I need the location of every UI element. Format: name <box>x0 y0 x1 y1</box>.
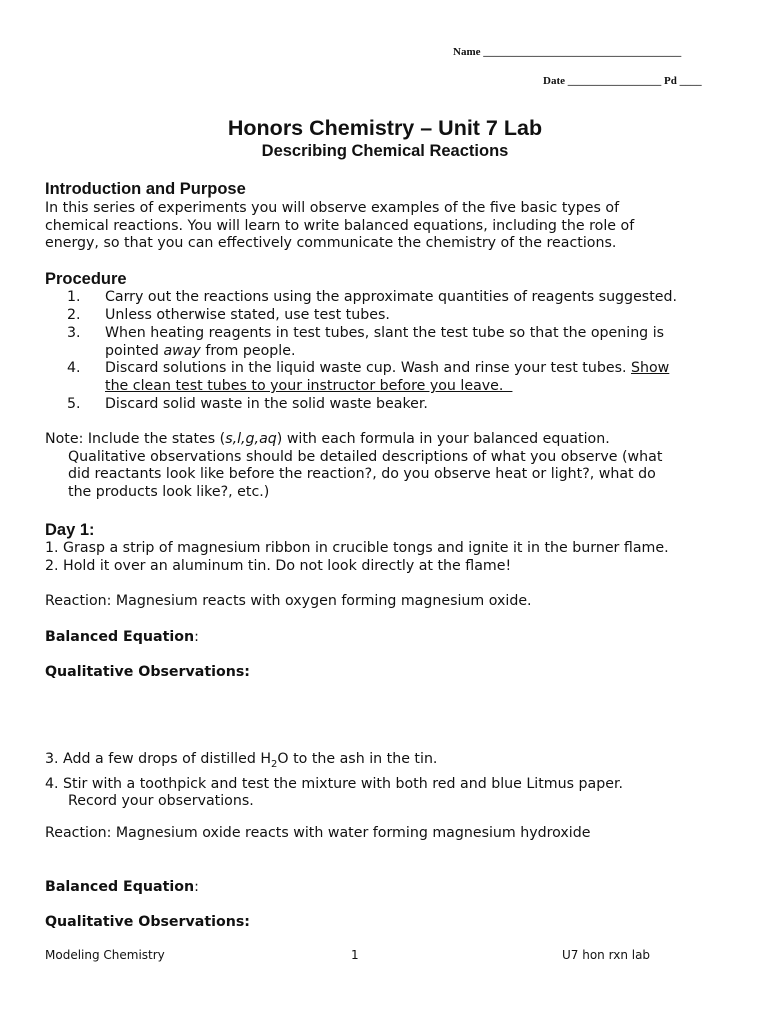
intro-line: In this series of experiments you will observe examples of the five basic types of <box>45 200 620 216</box>
note-line: Qualitative observations should be detailed descriptions of what you observe (what <box>68 448 663 465</box>
page-subtitle: Describing Chemical Reactions <box>261 142 509 160</box>
day1-steps-continued <box>45 751 623 811</box>
footer-right: U7 hon rxn lab <box>562 948 651 962</box>
date-period-field-label: Date _________________ Pd ____ <box>543 75 702 87</box>
balanced-equation-label <box>45 879 199 895</box>
procedure-step: Unless otherwise stated, use test tubes. <box>105 307 390 323</box>
list-number: 2. <box>67 307 81 323</box>
qualitative-observations-label: Qualitative Observations: <box>45 664 250 680</box>
day1-steps <box>45 540 669 575</box>
intro-heading: Introduction and Purpose <box>45 180 246 198</box>
day1-step: 4. Stir with a toothpick and test the mixture with both red and blue Litmus paper. <box>45 775 623 792</box>
emphasis: s,l,g,aq <box>225 431 277 447</box>
text-fragment: 3. Add a few drops of distilled H <box>45 751 272 767</box>
note-paragraph <box>45 431 662 502</box>
label-text: Balanced Equation <box>45 629 195 645</box>
procedure-step <box>105 360 669 378</box>
qualitative-observations-label: Qualitative Observations: <box>45 914 250 930</box>
day1-step: 2. Hold it over an aluminum tin. Do not look directly at the flame! <box>45 557 512 574</box>
label-text: Balanced Equation <box>45 879 195 895</box>
underlined-text: Show <box>631 360 670 376</box>
balanced-equation-label <box>45 629 199 645</box>
colon: : <box>194 629 199 645</box>
page-title: Honors Chemistry – Unit 7 Lab <box>227 116 543 140</box>
reaction-statement: Reaction: Magnesium reacts with oxygen forming magnesium oxide. <box>45 593 532 609</box>
footer-left: Modeling Chemistry <box>45 948 165 962</box>
list-number: 5. <box>67 396 81 412</box>
text-fragment: Note: Include the states ( <box>45 431 226 447</box>
procedure-heading: Procedure <box>45 270 127 288</box>
day1-step-continued: Record your observations. <box>68 793 254 810</box>
day1-step: 1. Grasp a strip of magnesium ribbon in crucible tongs and ignite it in the burner flame. <box>45 540 669 556</box>
text-fragment: Discard solutions in the liquid waste cup. Wash and rinse your test tubes. <box>105 360 631 376</box>
list-number: 4. <box>67 360 81 376</box>
note-line: the products look like?, etc.) <box>68 484 270 501</box>
subscript: 2 <box>271 758 278 770</box>
list-number: 3. <box>67 325 81 341</box>
text-fragment: O to the ash in the tin. <box>277 751 438 767</box>
intro-line: energy, so that you can effectively communicate the chemistry of the reactions. <box>45 235 617 252</box>
note-line: did reactants look like before the reaction?, do you observe heat or light?, what do <box>68 466 656 483</box>
intro-paragraph <box>45 200 634 253</box>
procedure-step-continued <box>105 343 295 361</box>
intro-line: chemical reactions. You will learn to write balanced equations, including the role of <box>45 217 635 234</box>
text-fragment: ) with each formula in your balanced equation. <box>276 431 610 447</box>
procedure-list <box>0 289 770 419</box>
colon: : <box>194 879 199 895</box>
procedure-step: When heating reagents in test tubes, slant the test tube so that the opening is <box>105 325 665 341</box>
page-number: 1 <box>351 948 359 962</box>
list-number: 1. <box>67 289 81 305</box>
underlined-text: the clean test tubes to your instructor before you leave. <box>105 378 513 394</box>
text-fragment: from people. <box>200 343 296 359</box>
reaction-statement: Reaction: Magnesium oxide reacts with water forming magnesium hydroxide <box>45 825 591 841</box>
emphasis: away <box>163 343 201 359</box>
day1-heading: Day 1: <box>45 521 95 539</box>
procedure-step: Discard solid waste in the solid waste beaker. <box>105 396 428 412</box>
note-first-line <box>45 431 662 449</box>
day1-step <box>45 751 623 774</box>
procedure-step: Carry out the reactions using the approximate quantities of reagents suggested. <box>105 289 677 305</box>
text-fragment: pointed <box>105 343 164 359</box>
name-field-label: Name ____________________________________ <box>453 46 682 58</box>
